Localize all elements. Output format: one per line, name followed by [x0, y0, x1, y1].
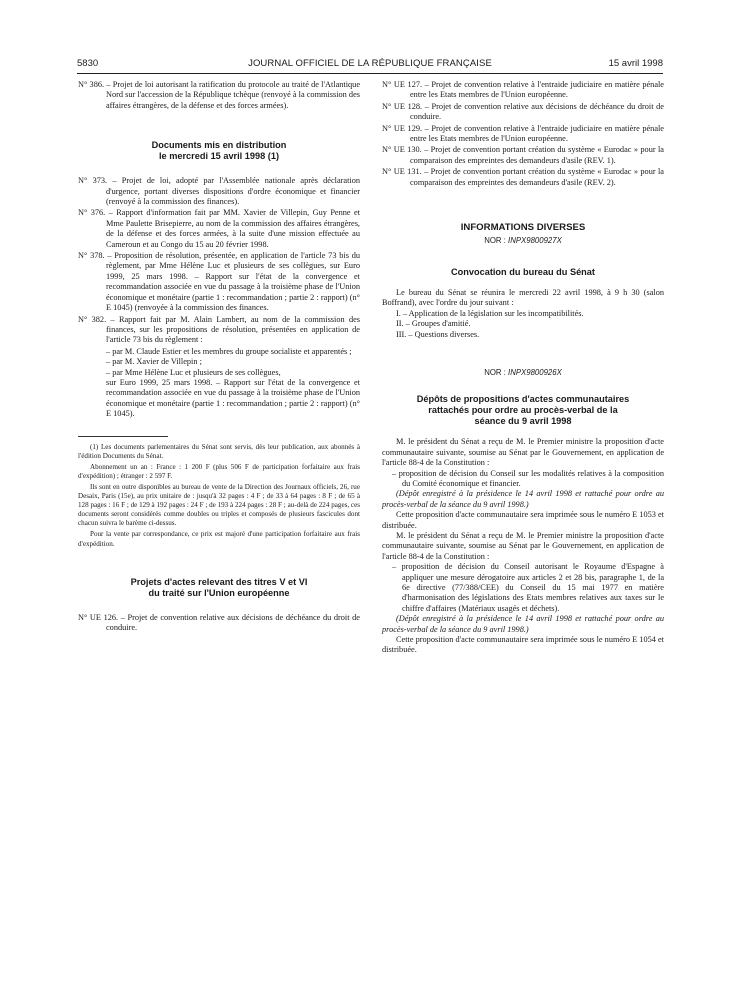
list-item: N° UE 129. – Projet de convention relative à l'entraide judiciaire en matière pénale entre les Etats membres de l'Union européenne.: [382, 123, 664, 144]
section-title-depots-2: rattachés pour ordre au procès-verbal de la: [428, 405, 618, 416]
page-header: [77, 58, 663, 72]
header-rule: [77, 73, 663, 74]
list-item: N° UE 130. – Projet de convention portant création du système « Eurodac » pour la comparaison des empreintes des demandeurs d'asile (REV. 1).: [382, 145, 664, 165]
proposal-item: – proposition de décision du Conseil autorisant le Royaume d'Espagne à appliquer une mesure dérogatoire aux articles 2 et 28 bis, paragraphe 1, de la 6e directive (77/388/CEE) du Conseil du 15 mai 1977 en matière d'harmonisation des législations des Etats membres relatives aux taxes sur le chiffre d'affaires (Matériaux usagés et déchets).: [392, 562, 664, 613]
issue-date: 15 avril 1998: [608, 58, 663, 69]
list-item: N° UE 131. – Projet de convention portant création du système « Eurodac » pour la comparaison des empreintes des demandeurs d'asile (REV. 2).: [382, 167, 664, 187]
paragraph: M. le président du Sénat a reçu de M. le Premier ministre la proposition d'acte communautaire suivante, soumise au Sénat par le Gouvernement, en application de l'article 88-4 de la Constitution :: [382, 437, 664, 468]
list-item: N° UE 127. – Projet de convention relative à l'entraide judiciaire en matière pénale entre les Etats membres de l'Union européenne.: [382, 80, 664, 100]
footnote: (1) Les documents parlementaires du Sénat sont servis, dès leur publication, aux abonnés à l'édition Documents du Sénat.: [78, 442, 360, 460]
proposal-item: – proposition de décision du Conseil sur les modalités relatives à la composition du Comité économique et financier.: [392, 468, 664, 488]
deposit-note: (Dépôt enregistré à la présidence le 14 avril 1998 et rattaché pour ordre au procès-verbal de la séance du 9 avril 1998.): [382, 614, 664, 634]
agenda-item: I. – Application de la législation sur les incompatibilités.: [396, 308, 584, 318]
agenda-item: III. – Questions diverses.: [396, 329, 480, 339]
list-item: N° 378. – Proposition de résolution, présentée, en application de l'article 73 bis du règlement, par Mme Hélène Luc et plusieurs de ses collègues, sur Euro 1999, 25 mars 1998. – Rapport sur l'état de la convergence et recommandation associée en vue du passage à la troisième phase de l'Union économique et monétaire (partie 1 : recommandation ; partie 2 : rapport) (n° E 1045) (renvoyée à la commission des finances.: [78, 251, 360, 313]
right-column: [382, 80, 664, 656]
list-item: N° UE 126. – Projet de convention relative aux décisions de déchéance du droit de conduire.: [78, 612, 360, 632]
footnote: Pour la vente par correspondance, ce prix est majoré d'une participation forfaitaire aux frais d'expédition.: [78, 530, 360, 548]
paragraph: Le bureau du Sénat se réunira le mercredi 22 avril 1998, à 9 h 30 (salon Boffrand), avec l'ordre du jour suivant :: [382, 287, 664, 308]
list-item: N° 373. – Projet de loi, adopté par l'Assemblée nationale après déclaration d'urgence, portant diverses dispositions d'ordre économique et financier (renvoyé à la commission des finances).: [78, 176, 361, 207]
section-title-projets: Projets d'actes relevant des titres V et VI: [130, 576, 308, 587]
nor-reference: NOR : INPX9800927X: [484, 236, 562, 246]
section-title-depots-3: séance du 9 avril 1998: [474, 416, 572, 427]
paragraph: Cette proposition d'acte communautaire sera imprimée sous le numéro E 1054 et distribuée.: [382, 635, 664, 655]
nor-reference: NOR : INPX9800926X: [484, 367, 562, 377]
journal-title: JOURNAL OFFICIEL DE LA RÉPUBLIQUE FRANÇAISE: [248, 58, 492, 69]
section-title-documents-date: le mercredi 15 avril 1998 (1): [158, 151, 280, 162]
paragraph: M. le président du Sénat a reçu de M. le Premier ministre la proposition d'acte communautaire suivante, soumise au Sénat par le Gouvernement, en application de l'article 88-4 de la Constitution :: [382, 530, 664, 561]
section-title-documents: Documents mis en distribution: [151, 140, 287, 151]
section-title-convocation: Convocation du bureau du Sénat: [451, 266, 595, 277]
item-continuation: sur Euro 1999, 25 mars 1998. – Rapport sur l'état de la convergence et recommandation associée en vue du passage à la troisième phase de l'Union économique et monétaire (partie 1 : recommandation ; partie 2 : rapport) (n° E 1045).: [106, 377, 360, 419]
section-title-depots: Dépôts de propositions d'actes communautaires: [416, 394, 630, 405]
footnote-rule: [78, 436, 168, 437]
list-item: N° 386. – Projet de loi autorisant la ratification du protocole au traité de l'Atlantique Nord sur l'accession de la République tchèque (renvoyé à la commission des affaires étrangères, de la défense et des forces armées).: [78, 80, 361, 110]
paragraph: Cette proposition d'acte communautaire sera imprimée sous le numéro E 1053 et distribuée.: [382, 510, 664, 530]
section-title-informations: INFORMATIONS DIVERSES: [460, 222, 586, 234]
sub-item: – par M. Xavier de Villepin ;: [106, 357, 202, 367]
sub-item: – par Mme Hélène Luc et plusieurs de ses collègues,: [106, 367, 281, 377]
agenda-item: II. – Groupes d'amitié.: [396, 319, 471, 329]
list-item: N° 382. – Rapport fait par M. Alain Lambert, au nom de la commission des finances, sur les propositions de résolution, présentées en application de l'article 73 bis du règlement :: [78, 314, 361, 345]
list-item: N° UE 128. – Projet de convention relative aux décisions de déchéance du droit de conduire.: [382, 101, 664, 122]
sub-item: – par M. Claude Estier et les membres du groupe socialiste et apparentés ;: [106, 346, 352, 356]
deposit-note: (Dépôt enregistré à la présidence le 14 avril 1998 et rattaché pour ordre au procès-verbal de la séance du 9 avril 1998.): [382, 489, 664, 509]
page-number: 5830: [77, 58, 99, 69]
footnote: Ils sont en outre disponibles au bureau de vente de la Direction des Journaux officiels, 26, rue Desaix, Paris (15e), au prix unitaire de : jusqu'à 32 pages : 4 F ; de 33 à 64 pages : 8 F ; de 65 à 128 pages : 16 F ; de 129 à 192 pages : 24 F ; de 193 à 224 pages : 28 F ; au-delà de 224 pages, ces documents seront considérés comme doubles ou triples et composés de plusieurs fascicules dont chacun suivra le barème ci-dessus.: [78, 482, 360, 528]
left-column: [78, 80, 360, 634]
footnote: Abonnement un an : France : 1 200 F (plus 506 F de participation forfaitaire aux frais d'expédition) ; étranger : 2 597 F.: [78, 462, 360, 480]
section-title-projets-sub: du traité sur l'Union européenne: [148, 587, 290, 598]
list-item: N° 376. – Rapport d'information fait par MM. Xavier de Villepin, Guy Penne et Mme Paulette Brisepierre, au nom de la commission des affaires étrangères, de la défense et des forces armées, à la suite d'une mission effectuée au Cameroun et au Congo du 15 au 20 février 1998.: [78, 208, 361, 249]
